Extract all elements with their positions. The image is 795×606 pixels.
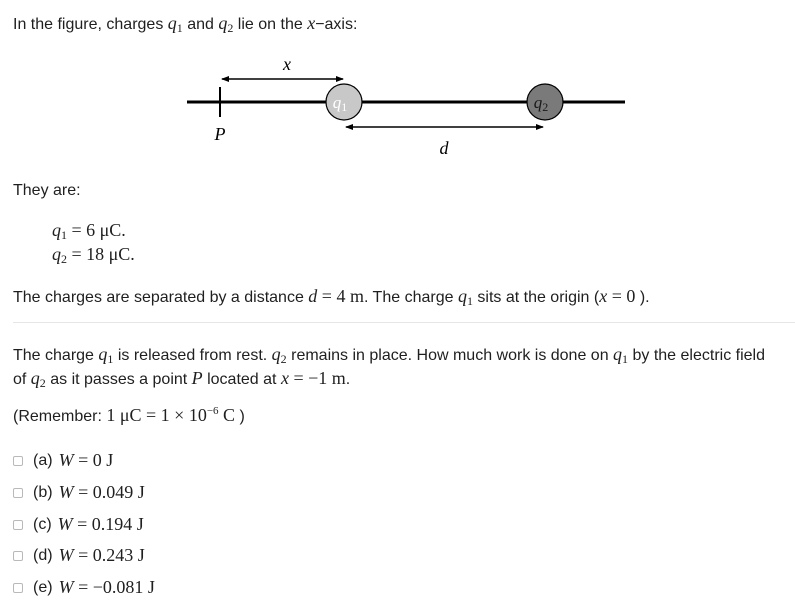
q2-value-line: $q_2 = 18$ μC. <box>52 244 135 266</box>
intro-text: In the figure, charges $q_1$ and $q_2$ lie on the x−axis: <box>13 13 358 35</box>
p-label: P <box>214 124 226 144</box>
option-e-checkbox[interactable] <box>13 583 23 593</box>
option-e[interactable]: (e) W = −0.081 J <box>13 577 155 598</box>
x-symbol: x <box>307 13 316 33</box>
option-c-checkbox[interactable] <box>13 520 23 530</box>
question-line-2: of $q_2$ as it passes a point P located at x = −1 m. <box>13 368 351 390</box>
q2-charge-label: q2 <box>533 93 549 114</box>
q1-charge-label: q1 <box>332 93 348 114</box>
q1-value-line: $q_1 = 6$ μC. <box>52 220 126 242</box>
option-b-checkbox[interactable] <box>13 488 23 498</box>
option-a[interactable]: (a) W = 0 J <box>13 450 113 471</box>
question-line-1: The charge $q_1$ is released from rest. $q_2$ remains in place. How much work is done on $q_1$ by the electric field <box>13 344 765 366</box>
reminder-text: (Remember: 1 $\mu C = 1 \times 10^{-6}$ C ) <box>13 405 245 425</box>
option-d-checkbox[interactable] <box>13 551 23 561</box>
x-label: x <box>283 54 291 74</box>
section-divider <box>13 322 795 323</box>
option-b[interactable]: (b) W = 0.049 J <box>13 482 145 503</box>
they-are-text: They are: <box>13 182 81 199</box>
option-a-checkbox[interactable] <box>13 456 23 466</box>
charges-figure <box>180 50 640 165</box>
q2-symbol: $q_2$ <box>218 13 234 35</box>
option-c[interactable]: (c) W = 0.194 J <box>13 514 144 535</box>
option-d[interactable]: (d) W = 0.243 J <box>13 545 145 566</box>
q1-symbol: $q_1$ <box>167 13 183 35</box>
separation-text: The charges are separated by a distance d = 4 m. The charge $q_1$ sits at the origin (x = 0 ). <box>13 286 650 308</box>
d-label: d <box>439 138 449 158</box>
